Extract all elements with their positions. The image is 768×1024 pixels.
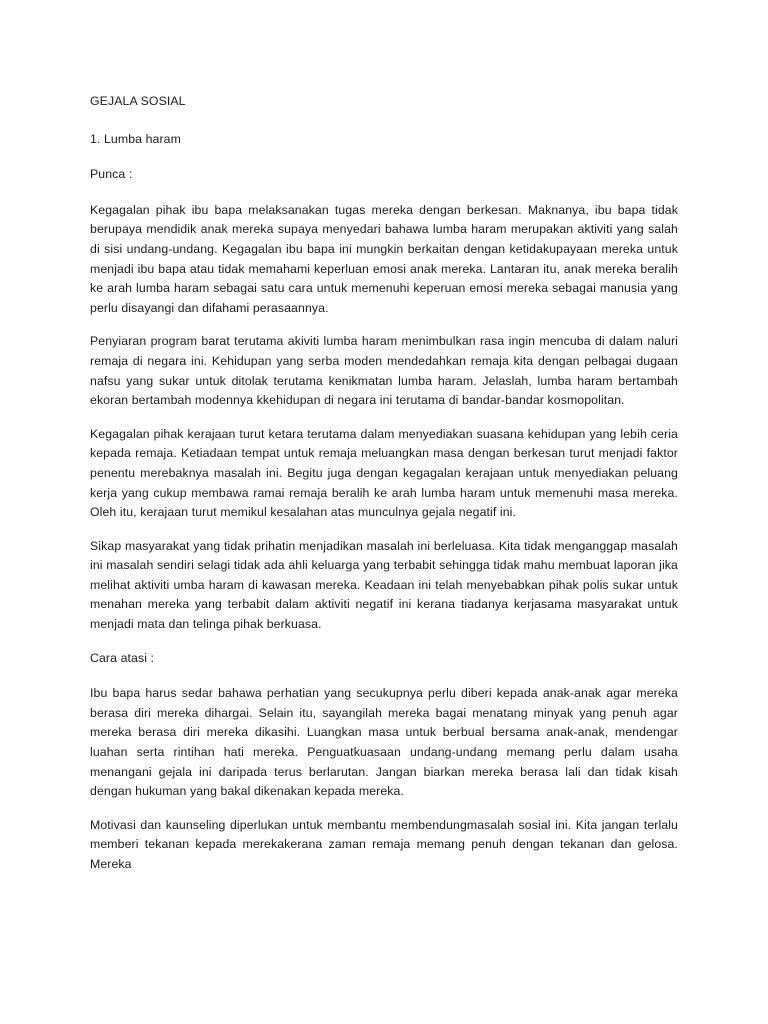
section-heading: 1. Lumba haram [90,131,181,146]
solution-paragraph: Motivasi dan kaunseling diperlukan untuk membantu membendungmasalah sosial ini. Kita jangan terlalu memberi tekanan kepada merekakerana zaman remaja memang penuh dengan tekanan dan gelosa. Mereka [90,817,678,871]
document-title: GEJALA SOSIAL [90,94,186,108]
solution-label: Cara atasi : [90,650,155,665]
cause-label: Punca : [90,167,133,182]
document-page [90,92,678,889]
cause-paragraph: Kegagalan pihak kerajaan turut ketara terutama dalam menyediakan suasana kehidupan yang lebih ceria kepada remaja. Ketiadaan tempat untuk remaja meluangkan masa dengan berkesan turut menjadi faktor penentu merebaknya masalah ini. Begitu juga dengan kegagalan kerajaan untuk menyediakan peluang kerja yang cukup membawa ramai remaja beralih ke arah lumba haram untuk memenuhi masa mereka. Oleh itu, kerajaan turut memikul kesalahan atas munculnya gejala negatif ini. [90,426,678,520]
cause-paragraph: Kegagalan pihak ibu bapa melaksanakan tugas mereka dengan berkesan. Maknanya, ibu bapa tidak berupaya mendidik anak mereka supaya menyedari bahawa lumba haram merupakan aktiviti yang salah di sisi undang-undang. Kegagalan ibu bapa ini mungkin berkaitan dengan ketidakupayaan mereka untuk menjadi ibu bapa atau tidak memahami keperluan emosi anak mereka. Lantaran itu, anak mereka beralih ke arah lumba haram sebagai satu cara untuk memenuhi keperuan emosi mereka sebagai manusia yang perlu disayangi dan difahami perasaannya. [90,202,678,315]
cause-paragraph: Sikap masyarakat yang tidak prihatin menjadikan masalah ini berleluasa. Kita tidak menganggap masalah ini masalah sendiri selagi tidak ada ahli keluarga yang terbabit sehingga tidak mahu membuat laporan jika melihat aktiviti umba haram di kawasan mereka. Keadaan ini telah menyebabkan pihak polis sukar untuk menahan mereka yang terbabit dalam aktiviti negatif ini kerana tiadanya kerjasama masyarakat untuk menjadi mata dan telinga pihak berkuasa. [90,538,678,632]
cause-paragraph: Penyiaran program barat terutama akiviti lumba haram menimbulkan rasa ingin mencuba di dalam naluri remaja di negara ini. Kehidupan yang serba moden mendedahkan remaja kita dengan pelbagai dugaan nafsu yang sukar untuk ditolak terutama kenikmatan lumba haram. Jelaslah, lumba haram bertambah ekoran bertambah modennya kkehidupan di negara ini terutama di bandar-bandar kosmopolitan. [90,334,678,408]
solution-paragraph: Ibu bapa harus sedar bahawa perhatian yang secukupnya perlu diberi kepada anak-anak agar mereka berasa diri mereka dihargai. Selain itu, sayangilah mereka bagai menatang minyak yang penuh agar mereka berasa diri mereka dikasihi. Luangkan masa untuk berbual bersama anak-anak, mendengar luahan serta rintihan hati mereka. Penguatkuasaan undang-undang memang perlu dalam usaha menangani gejala ini daripada terus berlarutan. Jangan biarkan mereka berasa lali dan tidak kisah dengan hukuman yang bakal dikenakan kepada mereka. [90,686,678,799]
